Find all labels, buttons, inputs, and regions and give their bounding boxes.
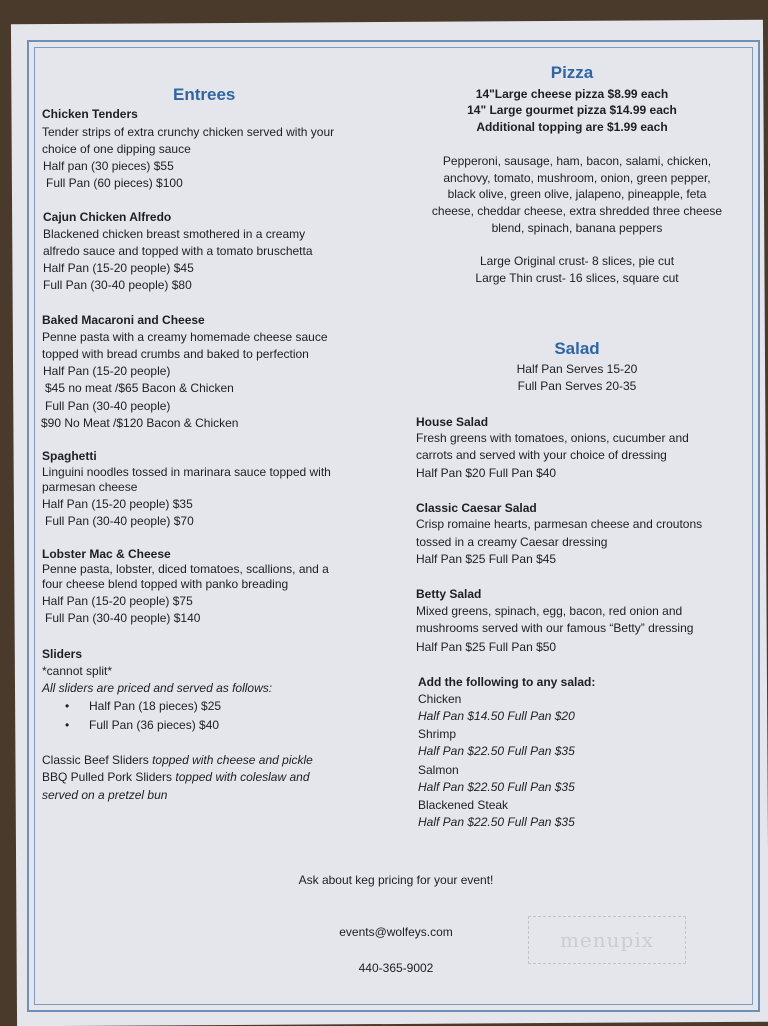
betty-salad-desc: Mixed greens, spinach, egg, bacon, red onion and bbox=[416, 604, 683, 618]
betty-salad-price: Half Pan $25 Full Pan $50 bbox=[416, 640, 557, 654]
sliders-title: Sliders bbox=[42, 647, 83, 661]
cajun-alfredo-half-price: Half Pan (15-20 people) $45 bbox=[43, 261, 194, 275]
lobster-mac-desc: Penne pasta, lobster, diced tomatoes, scallions, and a bbox=[42, 562, 329, 576]
pizza-crust: Large Thin crust- 16 slices, square cut bbox=[475, 271, 679, 285]
caesar-salad-title: Classic Caesar Salad bbox=[416, 501, 537, 515]
betty-salad-desc: mushrooms served with our famous “Betty” dressing bbox=[416, 621, 694, 635]
contact-phone[interactable]: 440-365-9002 bbox=[358, 961, 434, 975]
mac-cheese-desc: topped with bread crumbs and baked to perfection bbox=[42, 347, 309, 361]
caesar-salad-price: Half Pan $25 Full Pan $45 bbox=[416, 552, 557, 566]
addon-shrimp: Shrimp bbox=[418, 727, 457, 741]
pizza-toppings: Pepperoni, sausage, ham, bacon, salami, chicken, bbox=[442, 154, 712, 168]
addon-shrimp-price: Half Pan $22.50 Full Pan $35 bbox=[418, 744, 575, 758]
pizza-crust: Large Original crust- 8 slices, pie cut bbox=[479, 254, 675, 268]
house-salad-desc: carrots and served with your choice of dressing bbox=[416, 448, 667, 462]
chicken-tenders-half-price: Half pan (30 pieces) $55 bbox=[43, 159, 174, 173]
addon-salmon-price: Half Pan $22.50 Full Pan $35 bbox=[418, 780, 575, 794]
pizza-heading: Pizza bbox=[550, 63, 594, 82]
mac-cheese-full-price: $90 No Meat /$120 Bacon & Chicken bbox=[41, 416, 239, 430]
pizza-toppings: cheese, cheddar cheese, extra shredded three cheese bbox=[431, 204, 723, 218]
pork-sliders-desc: served on a pretzel bun bbox=[42, 788, 168, 802]
lobster-mac-full-price: Full Pan (30-40 people) $140 bbox=[45, 611, 201, 625]
pork-sliders-desc: topped with coleslaw and bbox=[175, 770, 310, 784]
mac-cheese-full: Full Pan (30-40 people) bbox=[45, 399, 171, 413]
mac-cheese-title: Baked Macaroni and Cheese bbox=[42, 313, 205, 327]
addon-steak-price: Half Pan $22.50 Full Pan $35 bbox=[418, 815, 575, 829]
house-salad-price: Half Pan $20 Full Pan $40 bbox=[416, 466, 557, 480]
pizza-price: 14"Large cheese pizza $8.99 each bbox=[475, 87, 669, 101]
salad-serves: Full Pan Serves 20-35 bbox=[517, 379, 637, 393]
chicken-tenders-title: Chicken Tenders bbox=[42, 107, 138, 121]
cajun-alfredo-desc: alfredo sauce and topped with a tomato bruschetta bbox=[43, 244, 313, 258]
pizza-toppings: anchovy, tomato, mushroom, onion, green pepper, bbox=[443, 171, 711, 185]
spaghetti-half-price: Half Pan (15-20 people) $35 bbox=[42, 497, 193, 511]
pizza-toppings: blend, spinach, banana peppers bbox=[491, 221, 663, 235]
chicken-tenders-desc: Tender strips of extra crunchy chicken served with your bbox=[42, 125, 335, 139]
pizza-price: 14" Large gourmet pizza $14.99 each bbox=[467, 103, 677, 117]
lobster-mac-desc: four cheese blend topped with panko breading bbox=[42, 577, 289, 591]
lobster-mac-title: Lobster Mac & Cheese bbox=[42, 547, 171, 561]
cajun-alfredo-desc: Blackened chicken breast smothered in a creamy bbox=[43, 227, 306, 241]
chicken-tenders-full-price: Full Pan (60 pieces) $100 bbox=[46, 176, 183, 190]
salad-serves: Half Pan Serves 15-20 bbox=[516, 362, 638, 376]
addon-steak: Blackened Steak bbox=[418, 798, 509, 812]
caesar-salad-desc: Crisp romaine hearts, parmesan cheese and croutons bbox=[416, 517, 703, 531]
contact-email[interactable]: events@wolfeys.com bbox=[339, 925, 453, 939]
salad-addons-title: Add the following to any salad: bbox=[418, 675, 596, 689]
lobster-mac-half-price: Half Pan (15-20 people) $75 bbox=[42, 594, 193, 608]
pizza-price: Additional topping are $1.99 each bbox=[476, 120, 668, 134]
house-salad-desc: Fresh greens with tomatoes, onions, cucumber and bbox=[416, 431, 689, 445]
pork-sliders bbox=[42, 769, 310, 786]
salad-heading: Salad bbox=[554, 339, 600, 358]
spaghetti-title: Spaghetti bbox=[42, 449, 97, 463]
cajun-alfredo-full-price: Full Pan (30-40 people) $80 bbox=[43, 278, 192, 292]
beef-sliders-desc: topped with cheese and pickle bbox=[152, 753, 313, 767]
pork-sliders-name: BBQ Pulled Pork Sliders bbox=[42, 770, 173, 784]
sliders-full-price: • Full Pan (36 pieces) $40 bbox=[89, 717, 219, 734]
spaghetti-full-price: Full Pan (30-40 people) $70 bbox=[45, 514, 194, 528]
mac-cheese-half-price: $45 no meat /$65 Bacon & Chicken bbox=[45, 381, 234, 395]
mac-cheese-desc: Penne pasta with a creamy homemade cheese sauce bbox=[42, 330, 328, 344]
chicken-tenders-desc: choice of one dipping sauce bbox=[42, 142, 191, 156]
addon-salmon: Salmon bbox=[418, 763, 459, 777]
sliders-note: *cannot split* bbox=[42, 664, 113, 678]
sliders-half-price: • Half Pan (18 pieces) $25 bbox=[89, 698, 221, 715]
keg-pricing-note: Ask about keg pricing for your event! bbox=[298, 873, 494, 887]
beef-sliders-name: Classic Beef Sliders bbox=[42, 753, 149, 767]
beef-sliders bbox=[42, 752, 313, 769]
spaghetti-desc: Linguini noodles tossed in marinara sauce topped with bbox=[42, 465, 331, 479]
addon-chicken-price: Half Pan $14.50 Full Pan $20 bbox=[418, 709, 575, 723]
mac-cheese-half: Half Pan (15-20 people) bbox=[43, 364, 171, 378]
house-salad-title: House Salad bbox=[416, 415, 489, 429]
entrees-heading: Entrees bbox=[173, 85, 236, 104]
cajun-alfredo-title: Cajun Chicken Alfredo bbox=[43, 210, 172, 224]
addon-chicken: Chicken bbox=[418, 692, 462, 706]
caesar-salad-desc: tossed in a creamy Caesar dressing bbox=[416, 535, 608, 549]
menupix-watermark: menupix bbox=[528, 916, 686, 964]
betty-salad-title: Betty Salad bbox=[416, 587, 482, 601]
pizza-toppings: black olive, green olive, jalapeno, pineapple, feta bbox=[447, 187, 707, 201]
sliders-intro: All sliders are priced and served as follows: bbox=[42, 681, 273, 695]
spaghetti-desc: parmesan cheese bbox=[42, 480, 138, 494]
